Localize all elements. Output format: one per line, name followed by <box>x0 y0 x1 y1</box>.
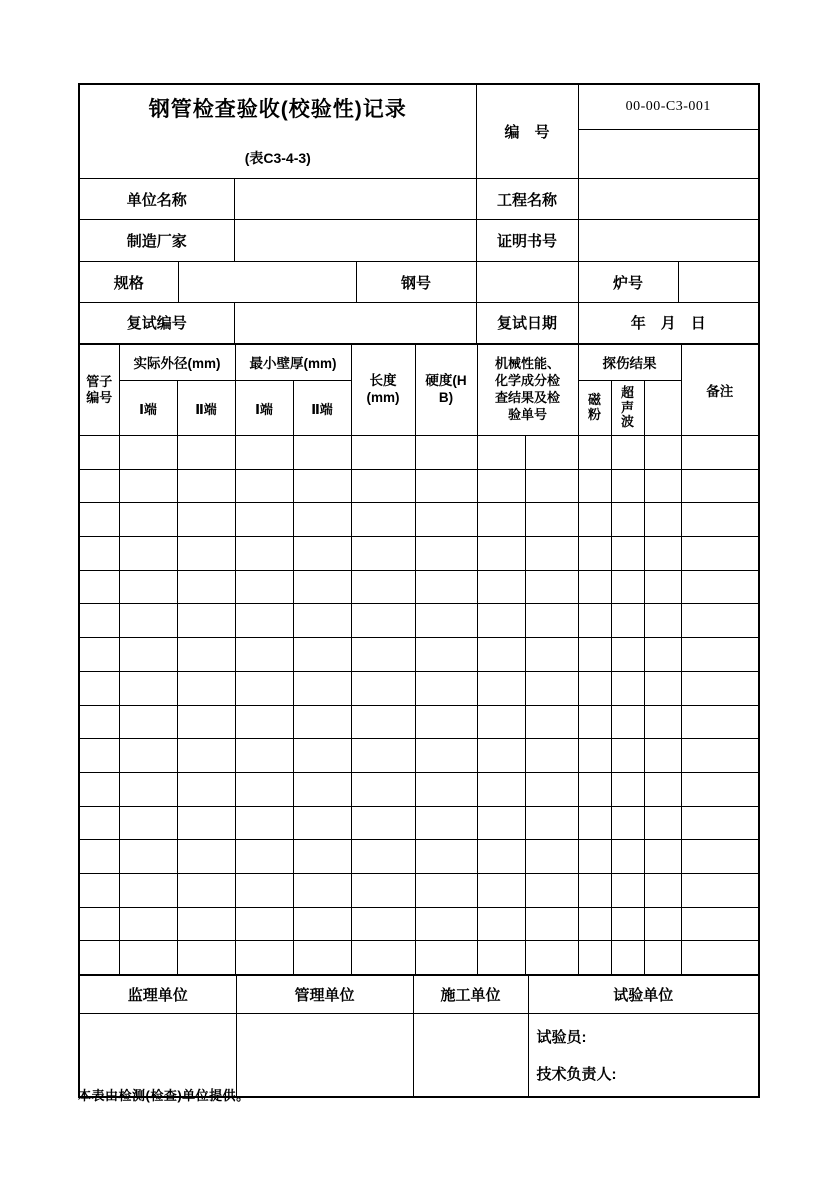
record-grid-empty-cell <box>235 705 293 739</box>
record-grid-empty-cell <box>293 671 351 705</box>
record-grid-empty-cell <box>415 840 477 874</box>
record-grid-empty-cell <box>119 570 177 604</box>
record-grid-empty-cell <box>611 436 644 470</box>
record-grid-empty-cell <box>351 806 415 840</box>
record-grid-empty-cell <box>681 671 759 705</box>
record-grid-empty-cell <box>177 739 235 773</box>
record-grid-empty-cell <box>177 638 235 672</box>
record-grid-empty-cell <box>235 806 293 840</box>
record-grid-empty-cell <box>415 436 477 470</box>
record-grid-empty-cell <box>415 705 477 739</box>
record-grid-empty-row <box>79 907 759 941</box>
record-grid-empty-cell <box>525 806 578 840</box>
record-grid-empty-row <box>79 705 759 739</box>
header-wall-end1: Ⅰ端 <box>235 381 293 436</box>
record-grid-empty-cell <box>611 503 644 537</box>
record-grid-empty-cell <box>293 604 351 638</box>
record-grid-empty-row <box>79 469 759 503</box>
record-grid-empty-cell <box>525 671 578 705</box>
record-grid-empty-cell <box>644 436 681 470</box>
record-grid-empty-cell <box>119 873 177 907</box>
record-grid-empty-cell <box>177 840 235 874</box>
record-grid-empty-cell <box>351 537 415 571</box>
tech-lead-label: 技术负责人: <box>536 1066 617 1083</box>
certificate-no-field <box>578 220 759 262</box>
record-grid-empty-cell <box>293 907 351 941</box>
tester-label: 试验员: <box>536 1029 587 1046</box>
record-grid-empty-cell <box>293 873 351 907</box>
record-grid-empty-cell <box>681 739 759 773</box>
record-grid-empty-cell <box>611 537 644 571</box>
record-grid-empty-cell <box>477 570 525 604</box>
management-sign-cell <box>236 1014 413 1098</box>
management-unit-label: 管理单位 <box>236 975 413 1014</box>
record-grid-empty-cell <box>79 671 119 705</box>
record-grid-empty-cell <box>351 907 415 941</box>
record-grid-empty-row <box>79 671 759 705</box>
record-grid-empty-cell <box>681 840 759 874</box>
record-grid-empty-cell <box>644 570 681 604</box>
record-grid-empty-cell <box>477 638 525 672</box>
header-pipe-no: 管子编号 <box>79 344 119 436</box>
test-unit-sign-cell <box>528 1014 759 1098</box>
construction-sign-cell <box>413 1014 528 1098</box>
record-grid-empty-cell <box>351 705 415 739</box>
record-grid-empty-cell <box>681 806 759 840</box>
record-grid-empty-cell <box>293 840 351 874</box>
record-grid-empty-cell <box>177 806 235 840</box>
record-grid-empty-cell <box>477 671 525 705</box>
record-grid-empty-cell <box>79 436 119 470</box>
spec-label: 规格 <box>79 262 178 303</box>
record-grid-empty-cell <box>644 772 681 806</box>
record-grid-empty-cell <box>415 772 477 806</box>
record-grid-empty-cell <box>79 739 119 773</box>
record-grid-empty-cell <box>119 638 177 672</box>
record-grid-empty-cell <box>525 941 578 975</box>
record-grid-empty-cell <box>578 469 611 503</box>
record-grid-empty-cell <box>79 503 119 537</box>
header-magnetic: 磁粉 <box>578 381 611 436</box>
record-grid-empty-cell <box>525 537 578 571</box>
record-grid-empty-cell <box>644 941 681 975</box>
record-grid-empty-cell <box>79 604 119 638</box>
record-grid-empty-cell <box>177 604 235 638</box>
unit-name-label: 单位名称 <box>79 179 234 220</box>
record-grid-empty-cell <box>79 469 119 503</box>
record-grid-empty-cell <box>293 469 351 503</box>
record-grid-empty-cell <box>177 436 235 470</box>
record-grid-empty-cell <box>477 469 525 503</box>
record-grid-empty-cell <box>578 873 611 907</box>
record-grid-empty-cell <box>644 705 681 739</box>
record-grid-empty-cell <box>681 907 759 941</box>
record-grid-empty-cell <box>119 941 177 975</box>
record-grid-empty-cell <box>477 941 525 975</box>
record-grid-empty-cell <box>578 570 611 604</box>
steel-no-label: 钢号 <box>356 262 476 303</box>
record-grid-empty-cell <box>611 638 644 672</box>
record-grid-empty-cell <box>351 436 415 470</box>
record-grid-empty-cell <box>611 469 644 503</box>
record-grid-empty-cell <box>415 503 477 537</box>
record-grid-empty-cell <box>351 671 415 705</box>
record-grid-empty-cell <box>525 570 578 604</box>
record-grid-empty-cell <box>681 941 759 975</box>
record-grid-empty-cell <box>235 436 293 470</box>
record-grid-empty-cell <box>611 604 644 638</box>
record-grid-empty-cell <box>644 873 681 907</box>
record-grid-empty-cell <box>79 772 119 806</box>
record-grid-empty-row <box>79 537 759 571</box>
record-grid-empty-cell <box>477 873 525 907</box>
record-grid-empty-cell <box>477 604 525 638</box>
record-grid-empty-cell <box>644 638 681 672</box>
record-grid-empty-cell <box>119 436 177 470</box>
record-grid-empty-cell <box>177 671 235 705</box>
record-grid-empty-cell <box>477 806 525 840</box>
record-grid-empty-cell <box>235 469 293 503</box>
record-grid-empty-cell <box>119 671 177 705</box>
unit-name-field <box>234 179 476 220</box>
record-grid-empty-cell <box>293 806 351 840</box>
record-grid-empty-row <box>79 806 759 840</box>
record-grid-empty-cell <box>415 907 477 941</box>
manufacturer-label: 制造厂家 <box>79 220 234 262</box>
record-grid-empty-cell <box>79 806 119 840</box>
record-grid-empty-cell <box>681 570 759 604</box>
project-name-field <box>578 179 759 220</box>
record-grid-empty-cell <box>578 604 611 638</box>
header-wall-end2: Ⅱ端 <box>293 381 351 436</box>
record-grid-empty-cell <box>578 772 611 806</box>
record-grid-empty-cell <box>681 772 759 806</box>
header-hardness: 硬度(HB) <box>415 344 477 436</box>
furnace-no-label: 炉号 <box>578 262 678 303</box>
record-grid-empty-cell <box>293 772 351 806</box>
record-grid-empty-cell <box>293 941 351 975</box>
record-grid-empty-cell <box>525 469 578 503</box>
record-grid-empty-cell <box>525 503 578 537</box>
spec-field <box>178 262 356 303</box>
record-grid-empty-cell <box>119 503 177 537</box>
record-grid-empty-cell <box>235 772 293 806</box>
form-sheet <box>78 83 758 1098</box>
retest-no-label: 复试编号 <box>79 303 234 344</box>
record-grid-empty-cell <box>681 503 759 537</box>
record-grid-empty-cell <box>177 537 235 571</box>
record-grid-empty-cell <box>177 503 235 537</box>
record-grid-empty-cell <box>235 873 293 907</box>
record-grid-empty-cell <box>578 907 611 941</box>
record-grid-empty-cell <box>611 840 644 874</box>
record-grid-empty-cell <box>525 739 578 773</box>
header-flaw-extra <box>644 381 681 436</box>
record-grid-empty-row <box>79 638 759 672</box>
record-grid-empty-cell <box>681 604 759 638</box>
record-grid-empty-cell <box>611 739 644 773</box>
record-grid-empty-cell <box>351 638 415 672</box>
record-grid-empty-cell <box>119 537 177 571</box>
record-grid-empty-cell <box>578 436 611 470</box>
record-grid-empty-cell <box>578 705 611 739</box>
info-table <box>78 83 760 345</box>
record-grid-empty-row <box>79 840 759 874</box>
record-grid-empty-row <box>79 503 759 537</box>
record-grid-empty-cell <box>611 705 644 739</box>
record-grid-empty-row <box>79 739 759 773</box>
record-grid-empty-cell <box>235 537 293 571</box>
record-grid-empty-cell <box>415 873 477 907</box>
serial-blank-cell <box>578 130 759 179</box>
record-grid-empty-row <box>79 570 759 604</box>
record-grid-empty-cell <box>611 671 644 705</box>
record-grid-empty-cell <box>119 705 177 739</box>
record-grid-empty-row <box>79 772 759 806</box>
record-grid-empty-cell <box>119 739 177 773</box>
record-grid-empty-cell <box>415 469 477 503</box>
header-min-wall: 最小壁厚(mm) <box>235 344 351 381</box>
record-grid-empty-cell <box>351 503 415 537</box>
record-grid-empty-cell <box>644 537 681 571</box>
record-grid-empty-cell <box>293 436 351 470</box>
record-grid-empty-cell <box>177 705 235 739</box>
record-grid-empty-row <box>79 436 759 470</box>
record-grid-empty-cell <box>644 503 681 537</box>
record-grid-empty-cell <box>415 806 477 840</box>
record-grid-empty-cell <box>644 840 681 874</box>
record-grid-empty-cell <box>578 806 611 840</box>
record-grid-empty-cell <box>578 840 611 874</box>
project-name-label: 工程名称 <box>476 179 578 220</box>
record-grid-empty-cell <box>351 941 415 975</box>
record-grid-empty-cell <box>235 907 293 941</box>
record-grid-empty-cell <box>611 570 644 604</box>
header-actual-od: 实际外径(mm) <box>119 344 235 381</box>
record-grid-empty-cell <box>235 739 293 773</box>
record-grid-empty-cell <box>415 638 477 672</box>
record-grid-empty-cell <box>177 907 235 941</box>
header-ultrasonic: 超声波 <box>611 381 644 436</box>
header-od-end2: Ⅱ端 <box>177 381 235 436</box>
record-grid-empty-cell <box>293 739 351 773</box>
header-od-end1: Ⅰ端 <box>119 381 177 436</box>
record-grid-empty-cell <box>415 941 477 975</box>
record-grid-empty-cell <box>79 570 119 604</box>
record-grid-empty-cell <box>578 671 611 705</box>
record-grid-empty-cell <box>681 638 759 672</box>
record-grid-empty-cell <box>611 907 644 941</box>
record-grid-empty-cell <box>177 469 235 503</box>
manufacturer-field <box>234 220 476 262</box>
record-grid-empty-cell <box>681 436 759 470</box>
record-grid-empty-cell <box>79 705 119 739</box>
record-grid-empty-cell <box>477 907 525 941</box>
supervisor-unit-label: 监理单位 <box>79 975 236 1014</box>
record-grid-empty-cell <box>525 907 578 941</box>
record-grid-empty-cell <box>235 503 293 537</box>
record-grid-empty-cell <box>681 469 759 503</box>
record-grid-empty-cell <box>351 570 415 604</box>
record-grid-empty-cell <box>644 739 681 773</box>
record-grid-empty-cell <box>119 469 177 503</box>
record-grid-empty-cell <box>235 604 293 638</box>
record-grid-empty-cell <box>477 537 525 571</box>
record-grid-empty-cell <box>177 941 235 975</box>
record-grid-empty-cell <box>578 638 611 672</box>
record-grid-empty-cell <box>415 604 477 638</box>
header-flaw-result: 探伤结果 <box>578 344 681 381</box>
record-grid-empty-cell <box>578 503 611 537</box>
form-title: 钢管检查验收(校验性)记录 <box>148 98 407 121</box>
record-grid-empty-cell <box>477 705 525 739</box>
record-grid-empty-cell <box>293 570 351 604</box>
record-grid-empty-cell <box>177 772 235 806</box>
record-grid-empty-cell <box>119 907 177 941</box>
record-grid-empty-row <box>79 941 759 975</box>
record-grid-empty-cell <box>477 503 525 537</box>
record-grid-empty-cell <box>578 537 611 571</box>
record-grid-empty-cell <box>644 671 681 705</box>
record-grid-empty-cell <box>119 840 177 874</box>
record-grid-empty-row <box>79 873 759 907</box>
record-grid-empty-cell <box>477 840 525 874</box>
certificate-no-label: 证明书号 <box>476 220 578 262</box>
record-grid-empty-cell <box>79 840 119 874</box>
record-grid-empty-cell <box>477 772 525 806</box>
retest-date-field: 年 月 日 <box>578 303 759 344</box>
record-grid-body <box>79 436 759 975</box>
title-block <box>79 84 476 179</box>
record-grid-empty-cell <box>415 537 477 571</box>
record-grid-empty-cell <box>235 671 293 705</box>
record-grid-empty-cell <box>477 739 525 773</box>
record-grid-empty-cell <box>681 537 759 571</box>
record-grid-empty-cell <box>525 705 578 739</box>
record-grid-empty-cell <box>525 436 578 470</box>
record-grid-empty-cell <box>235 941 293 975</box>
form-subtitle: (表C3-4-3) <box>244 150 311 166</box>
record-grid-empty-cell <box>177 570 235 604</box>
record-grid-empty-cell <box>644 469 681 503</box>
record-grid-empty-cell <box>681 873 759 907</box>
record-grid-empty-cell <box>415 739 477 773</box>
record-grid-empty-cell <box>415 570 477 604</box>
record-grid-empty-cell <box>644 604 681 638</box>
record-grid-empty-cell <box>119 806 177 840</box>
record-grid-empty-cell <box>293 705 351 739</box>
record-grid-empty-cell <box>351 739 415 773</box>
record-grid-empty-cell <box>293 503 351 537</box>
header-mech-chem: 机械性能、化学成分检查结果及检验单号 <box>477 344 578 436</box>
record-grid-empty-cell <box>351 772 415 806</box>
record-grid-empty-cell <box>351 840 415 874</box>
retest-date-label: 复试日期 <box>476 303 578 344</box>
record-grid-empty-cell <box>235 638 293 672</box>
record-grid-empty-cell <box>351 604 415 638</box>
retest-no-field <box>234 303 476 344</box>
header-length: 长度(mm) <box>351 344 415 436</box>
record-grid-empty-cell <box>235 840 293 874</box>
record-grid-empty-cell <box>644 806 681 840</box>
record-grid-empty-cell <box>578 941 611 975</box>
record-grid-empty-cell <box>79 638 119 672</box>
record-grid-empty-cell <box>611 873 644 907</box>
header-remark: 备注 <box>681 344 759 436</box>
record-grid-empty-cell <box>177 873 235 907</box>
furnace-no-field <box>678 262 759 303</box>
record-grid-empty-cell <box>681 705 759 739</box>
record-grid <box>78 343 760 976</box>
steel-no-field <box>476 262 578 303</box>
footnote: 本表由检测(检查)单位提供。 <box>78 1088 250 1103</box>
record-grid-empty-cell <box>525 840 578 874</box>
record-grid-empty-cell <box>578 739 611 773</box>
record-grid-empty-cell <box>611 941 644 975</box>
record-grid-empty-cell <box>351 469 415 503</box>
serial-label: 编 号 <box>476 84 578 179</box>
record-grid-empty-cell <box>351 873 415 907</box>
serial-value: 00-00-C3-001 <box>578 84 759 130</box>
record-grid-empty-cell <box>525 873 578 907</box>
record-grid-empty-cell <box>79 941 119 975</box>
record-grid-empty-cell <box>293 537 351 571</box>
record-grid-empty-cell <box>525 772 578 806</box>
record-grid-empty-cell <box>79 873 119 907</box>
signature-table <box>78 974 760 1099</box>
record-grid-empty-row <box>79 604 759 638</box>
record-grid-empty-cell <box>79 907 119 941</box>
record-grid-empty-cell <box>235 570 293 604</box>
record-grid-empty-cell <box>79 537 119 571</box>
record-grid-empty-cell <box>119 604 177 638</box>
construction-unit-label: 施工单位 <box>413 975 528 1014</box>
record-grid-empty-cell <box>293 638 351 672</box>
record-grid-empty-cell <box>611 772 644 806</box>
record-grid-empty-cell <box>415 671 477 705</box>
test-unit-label: 试验单位 <box>528 975 759 1014</box>
record-grid-empty-cell <box>477 436 525 470</box>
record-grid-empty-cell <box>525 604 578 638</box>
record-grid-empty-cell <box>119 772 177 806</box>
record-grid-empty-cell <box>525 638 578 672</box>
record-grid-empty-cell <box>644 907 681 941</box>
record-grid-empty-cell <box>611 806 644 840</box>
